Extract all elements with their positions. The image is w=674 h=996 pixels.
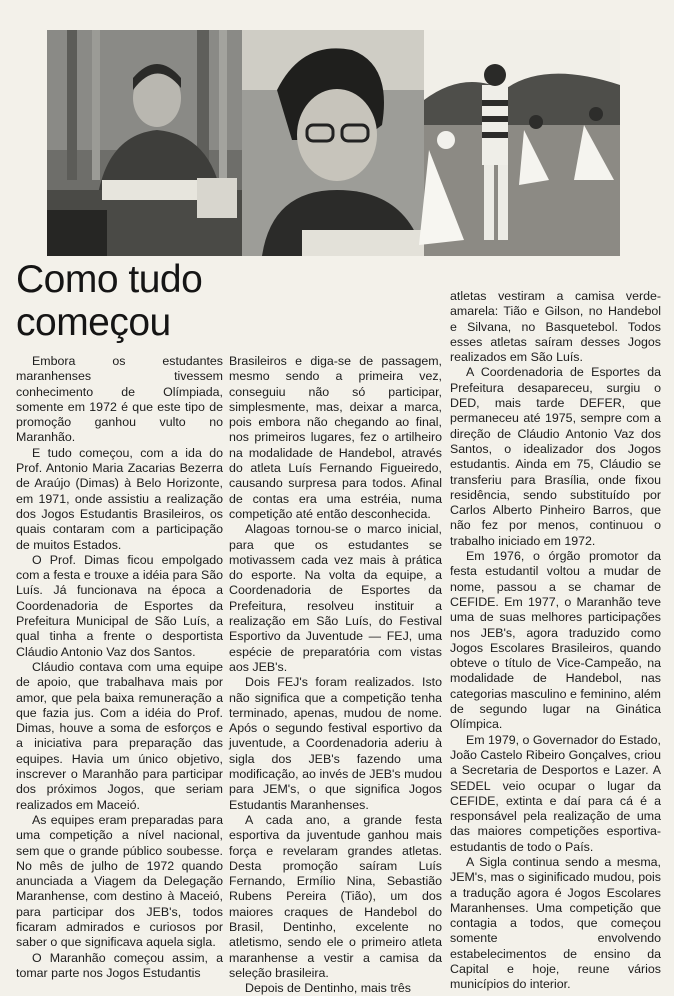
paragraph: Cláudio contava com uma equipe de apoio, que trabalhava mais por amor, que pela baixa remuneração a que fazia jus. Com a idéia do Prof. Dimas, houve a soma de esforços e a iniciativa para preparação das equipes. Havia um único objetivo, inscrever o Maranhão para participar dos próximos Jogos, que seriam realizados em Maceió. <box>16 659 223 812</box>
paragraph: As equipes eram preparadas para uma competição a nível nacional, sem que o grande público soubesse. No mês de julho de 1972 quando anunciada a Viagem da Delegação Maranhense, com destino à Maceió, para participar dos JEB's, todos ficaram admirados e curiosos por saber o que significava aquela sigla. <box>16 812 223 950</box>
paragraph: Dois FEJ's foram realizados. Isto não significa que a competição tenha terminado, apenas, mudou de nome. Após o segundo festival esportivo da juventude, a Coordenadoria aderiu à sigla dos JEB's fazendo uma modificação, ao invés de JEB's mudou para JEM's, o que significa Jogos Estudantis Maranhenses. <box>229 675 442 812</box>
paragraph: Em 1976, o órgão promotor da festa estudantil voltou a mudar de nome, passou a se chamar de CEFIDE. Em 1977, o Maranhão teve uma de suas melhores participações nos JEB's, agora traduzido como Jogos Escolares Brasileiros, quando obteve o título de Vice-Campeão, na modalidade de Handebol, nas categorias masculino e feminino, além de segundo lugar na Ginática Olímpica. <box>450 549 661 732</box>
paragraph-continued: Brasileiros e diga-se de passagem, mesmo sendo a primeira vez, conseguiu não só participar, simplesmente, mas, deixar a marca, pois embora não chegando ao final, nos primeiros lugares, fez o artilheiro na modalidade de Handebol, através do atleta Luís Fernando Figueiredo, causando surpresa para todos. Afinal de contas era uma estréia, numa competição até então desconhecida. <box>229 354 442 521</box>
paragraph: O Maranhão começou assim, a tomar parte nos Jogos Estudantis <box>16 950 223 980</box>
article-title <box>16 258 226 344</box>
title-line-1: Como tudo <box>16 258 203 301</box>
paragraph-continued: atletas vestiram a camisa verde-amarela: Tião e Gilson, no Handebol e Silvana, no Basquetebol. Todos esses atletas saíram desses Jogos realizados em São Luís. <box>450 289 661 365</box>
paragraph: A cada ano, a grande festa esportiva da juventude ganhou mais força e revelaram grandes atletas. Desta promoção saíram Luís Fernando, Ermílio Nina, Sebastião Rubens Pereira (Tião), um dos maiores craques de Handebol do Brasil, Dentinho, excelente no atletismo, sendo ele o primeiro atleta maranhense a vestir a camisa da seleção brasileira. <box>229 812 442 980</box>
photo-man-at-desk <box>47 30 242 256</box>
paragraph: O Prof. Dimas ficou empolgado com a festa e trouxe a idéia para São Luís. Já funcionava na época a Coordenadoria de Esportes da Prefeitura Municipal de São Luís, a qual tinha a frente o desportista Cláudio Antonio Vaz dos Santos. <box>16 552 223 659</box>
paragraph: Alagoas tornou-se o marco inicial, para que os estudantes se motivassem cada vez mais à prática do esporte. Na volta da equipe, a Coordenadoria de Esportes da Prefeitura, resolveu instituir a realização em São Luís, do Festival Esportivo da Juventude — FEJ, uma espécie de preparatória com vistas aos JEB's. <box>229 522 442 674</box>
paragraph: A Coordenadoria de Esportes da Prefeitura desapareceu, surgiu o DED, mais tarde DEFER, que permaneceu até 1975, sempre com a direção de Cláudio Antonio Vaz dos Santos, o idealizador dos Jogos estudantis. Ainda em 75, Cláudio se transferiu para Brasília, onde fixou residência, sendo substituído por Carlos Alberto Pinheiro Barros, que não fez por menos, continuou o trabalho iniciado em 1972. <box>450 365 661 548</box>
photo-man-with-glasses <box>242 30 424 256</box>
text-column-3 <box>450 289 661 992</box>
photo-dancers-outdoors <box>424 30 620 256</box>
text-column-2 <box>229 354 442 996</box>
text-column-1 <box>16 354 223 980</box>
paragraph: Embora os estudantes maranhenses tivessem conhecimento de Olímpiada, somente em 1972 é que este tipo de promoção ganhou vulto no Maranhão. <box>16 354 223 445</box>
title-line-2: começou <box>16 301 171 344</box>
paragraph: Depois de Dentinho, mais três <box>245 981 411 996</box>
paragraph: A Sigla continua sendo a mesma, JEM's, mas o siginificado mudou, pois a tradução agora é Jogos Escolares Maranhenses. Uma competição que contagia a todos, que começou somente envolvendo estabelecimentos de ensino da Capital e hoje, reune vários municípios do interior. <box>450 854 661 992</box>
paragraph: E tudo começou, com a ida do Prof. Antonio Maria Zacarias Bezerra de Araújo (Dimas) à Belo Horizonte, em 1971, onde assistiu a realização dos Jogos Estudantis Brasileiros, os quais contaram com a participação de muitos Estados. <box>16 445 223 552</box>
paragraph: Em 1979, o Governador do Estado, João Castelo Ribeiro Gonçalves, criou a Secretaria de Desportos e Lazer. A SEDEL veio ocupar o lugar da CEFIDE, extinta e daí para cá é a responsável pela realização de uma das maiores competições esportiva-estudantis de todo o País. <box>450 732 661 854</box>
